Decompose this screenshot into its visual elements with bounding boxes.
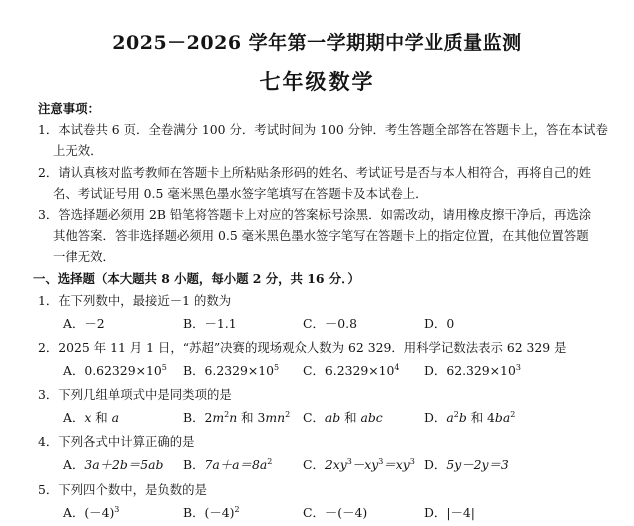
question-4-option-b[interactable] bbox=[183, 457, 272, 473]
exponent: 2 bbox=[510, 410, 516, 419]
question-4-option-c[interactable] bbox=[303, 457, 415, 473]
option-text: A．(－4) bbox=[63, 505, 115, 520]
exponent: 3 bbox=[346, 457, 352, 466]
question-2-option-d[interactable] bbox=[424, 363, 521, 379]
option-label: D． bbox=[424, 410, 447, 425]
variable: ab bbox=[324, 410, 341, 425]
option-label: D． bbox=[424, 457, 447, 472]
option-label: A． bbox=[63, 410, 85, 425]
question-1-option-a[interactable]: A．－2 bbox=[63, 316, 105, 331]
question-5-option-a[interactable] bbox=[63, 505, 119, 521]
exponent: 5 bbox=[274, 363, 280, 372]
option-text: D．62.329×10 bbox=[424, 363, 516, 378]
exponent: 2 bbox=[224, 410, 230, 419]
option-label: B． bbox=[183, 410, 205, 425]
question-5-stem: 5．下列四个数中，是负数的是 bbox=[38, 482, 207, 497]
note-2-line-1: 2．请认真核对监考教师在答题卡上所粘贴条形码的姓名、考试证号是否与本人相符合，再将自己的姓 bbox=[38, 165, 592, 180]
option-label: C． bbox=[303, 457, 325, 472]
option-text: B．6.2329×10 bbox=[183, 363, 274, 378]
question-1-stem: 1．在下列数中，最接近－1 的数为 bbox=[38, 293, 232, 308]
question-4-option-a[interactable] bbox=[63, 457, 163, 473]
question-4-option-d[interactable] bbox=[424, 457, 509, 473]
exponent: 3 bbox=[515, 363, 521, 372]
variable: b bbox=[458, 410, 467, 425]
variable: m bbox=[212, 410, 225, 425]
connector: 和 bbox=[466, 410, 488, 425]
variable: ba bbox=[494, 410, 511, 425]
expression: ＝xy bbox=[383, 457, 410, 472]
variable: a bbox=[111, 410, 120, 425]
exponent: 2 bbox=[234, 505, 240, 514]
question-2-option-a[interactable] bbox=[63, 363, 167, 379]
option-text: A．0.62329×10 bbox=[63, 363, 162, 378]
expression: 2xy bbox=[324, 457, 347, 472]
question-4-stem: 4．下列各式中计算正确的是 bbox=[38, 434, 195, 449]
note-1-line-1: 1．本试卷共 6 页．全卷满分 100 分．考试时间为 100 分钟．考生答题全部答在答题卡上，答在本试卷 bbox=[38, 122, 608, 137]
coefficient: 3 bbox=[257, 410, 266, 425]
expression: 3a＋2b＝5ab bbox=[84, 457, 164, 472]
question-5-option-b[interactable] bbox=[183, 505, 240, 521]
question-3-stem: 3．下列几组单项式中是同类项的是 bbox=[38, 387, 232, 402]
question-5-option-c[interactable]: C．－(－4) bbox=[303, 505, 368, 520]
note-2-line-2: 名、考试证号用 0.5 毫米黑色墨水签字笔填写在答题卡及本试卷上． bbox=[53, 186, 428, 201]
question-3-option-c[interactable] bbox=[303, 410, 383, 426]
question-2-option-c[interactable] bbox=[303, 363, 399, 379]
question-3-option-a[interactable] bbox=[63, 410, 119, 426]
question-3-option-d[interactable] bbox=[424, 410, 515, 426]
note-3-line-1: 3．答选择题必须用 2B 铅笔将答题卡上对应的答案标号涂黑．如需改动，请用橡皮擦干净后，再选涂 bbox=[38, 207, 592, 222]
expression: －xy bbox=[351, 457, 379, 472]
note-1-line-2: 上无效． bbox=[53, 143, 103, 158]
exponent: 2 bbox=[285, 410, 291, 419]
coefficient: 4 bbox=[487, 410, 495, 425]
option-label: B． bbox=[183, 457, 205, 472]
option-label: A． bbox=[63, 457, 85, 472]
question-5-option-d[interactable]: D．|－4| bbox=[424, 505, 475, 520]
variable: mn bbox=[265, 410, 286, 425]
question-1-option-c[interactable]: C．－0.8 bbox=[303, 316, 357, 331]
connector: 和 bbox=[237, 410, 258, 425]
option-text: C．6.2329×10 bbox=[303, 363, 395, 378]
expression: 7a＋a＝8a bbox=[204, 457, 268, 472]
variable: x bbox=[84, 410, 92, 425]
exponent: 2 bbox=[453, 410, 459, 419]
exponent: 5 bbox=[161, 363, 167, 372]
question-1-option-d[interactable]: D．0 bbox=[424, 316, 455, 331]
variable: n bbox=[229, 410, 238, 425]
note-3-line-3: 一律无效． bbox=[53, 249, 115, 264]
connector: 和 bbox=[91, 410, 112, 425]
question-1-option-b[interactable]: B．－1.1 bbox=[183, 316, 237, 331]
exponent: 3 bbox=[114, 505, 120, 514]
exponent: 4 bbox=[394, 363, 400, 372]
section-1-heading: 一、选择题（本大题共 8 小题，每小题 2 分，共 16 分．） bbox=[33, 271, 360, 286]
variable: a bbox=[446, 410, 454, 425]
coefficient: 2 bbox=[204, 410, 213, 425]
note-3-line-2: 其他答案．答非选择题必须用 0.5 毫米黑色墨水签字笔写在答题卡上的指定位置，在其他位置答题 bbox=[53, 228, 589, 243]
expression: 5y－2y＝3 bbox=[446, 457, 509, 472]
exam-subject: 七年级数学 bbox=[259, 69, 375, 94]
notes-heading: 注意事项： bbox=[38, 101, 100, 116]
variable: abc bbox=[360, 410, 383, 425]
question-2-option-b[interactable] bbox=[183, 363, 279, 379]
connector: 和 bbox=[340, 410, 361, 425]
option-label: C． bbox=[303, 410, 325, 425]
option-text: B．(－4) bbox=[183, 505, 235, 520]
exponent: 2 bbox=[267, 457, 273, 466]
question-3-option-b[interactable] bbox=[183, 410, 290, 426]
exponent: 3 bbox=[378, 457, 384, 466]
exam-title: 2025－2026 学年第一学期期中学业质量监测 bbox=[112, 32, 522, 54]
exponent: 3 bbox=[409, 457, 415, 466]
question-2-stem: 2．2025 年 11 月 1 日，“苏超”决赛的现场观众人数为 62 329．用科学记数法表示 62 329 是 bbox=[38, 340, 567, 355]
